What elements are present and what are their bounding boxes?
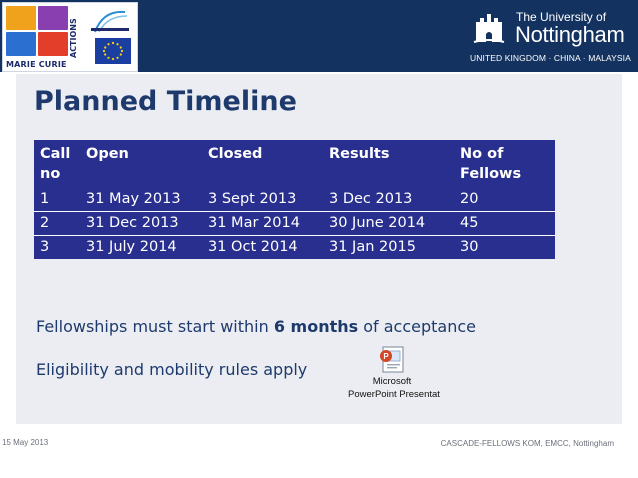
fellowship-note-prefix: Fellowships must start within — [36, 317, 274, 336]
embedded-object-caption-line2[interactable]: PowerPoint Presentat — [348, 389, 440, 400]
table-row — [34, 236, 555, 260]
slide-header — [0, 0, 638, 72]
column-header-open: Open — [86, 146, 129, 162]
cell-call-no: 1 — [40, 191, 50, 207]
cell-results: 30 June 2014 — [323, 212, 454, 236]
cell-results: 3 Dec 2013 — [329, 191, 413, 207]
svg-text:P: P — [383, 352, 389, 361]
table-row — [34, 188, 555, 212]
fellowship-note-suffix: of acceptance — [358, 317, 477, 336]
footer-event: CASCADE-FELLOWS KOM, EMCC, Nottingham — [440, 439, 614, 448]
portrait-grid — [6, 6, 68, 56]
timeline-table — [34, 140, 555, 259]
actions-text: ACTIONS — [69, 18, 78, 58]
castle-crest-icon — [470, 8, 508, 46]
marie-curie-text: MARIE CURIE — [6, 60, 67, 69]
powerpoint-presentation-icon[interactable] — [378, 346, 406, 374]
eligibility-note: Eligibility and mobility rules apply — [36, 360, 308, 379]
fp7-icon — [85, 6, 135, 36]
table-header-row — [34, 140, 555, 188]
fellowship-start-note — [36, 317, 476, 336]
fellowship-note-duration: 6 months — [273, 317, 359, 336]
column-header-no-of-fellows: No of Fellows — [460, 146, 522, 182]
cell-closed: 31 Oct 2014 — [202, 236, 323, 260]
university-tagline: UNITED KINGDOM · CHINA · MALAYSIA — [470, 53, 631, 63]
cell-call-no: 3 — [34, 236, 80, 260]
cell-results: 31 Jan 2015 — [323, 236, 454, 260]
university-of-nottingham-logo — [466, 4, 634, 68]
slide-title: Planned Timeline — [34, 86, 297, 117]
cell-fellows: 20 — [460, 191, 479, 207]
cell-fellows: 45 — [454, 212, 555, 236]
cell-open: 31 July 2014 — [80, 236, 202, 260]
cell-open: 31 Dec 2013 — [80, 212, 202, 236]
column-header-results: Results — [329, 146, 390, 162]
marie-curie-actions-logo — [2, 2, 138, 72]
cell-fellows: 30 — [454, 236, 555, 260]
column-header-closed: Closed — [208, 146, 263, 162]
footer-date: 15 May 2013 — [2, 438, 49, 447]
table-row — [34, 212, 555, 236]
cell-open: 31 May 2013 — [86, 191, 181, 207]
eu-flag-icon — [95, 38, 131, 64]
university-name-line1: The University of — [516, 10, 607, 24]
embedded-object-caption-line1[interactable]: Microsoft — [372, 376, 412, 387]
cell-closed: 31 Mar 2014 — [202, 212, 323, 236]
cell-call-no: 2 — [34, 212, 80, 236]
column-header-call-no: Call no — [40, 146, 71, 182]
cell-closed: 3 Sept 2013 — [208, 191, 297, 207]
university-name-line2: Nottingham — [515, 22, 625, 47]
